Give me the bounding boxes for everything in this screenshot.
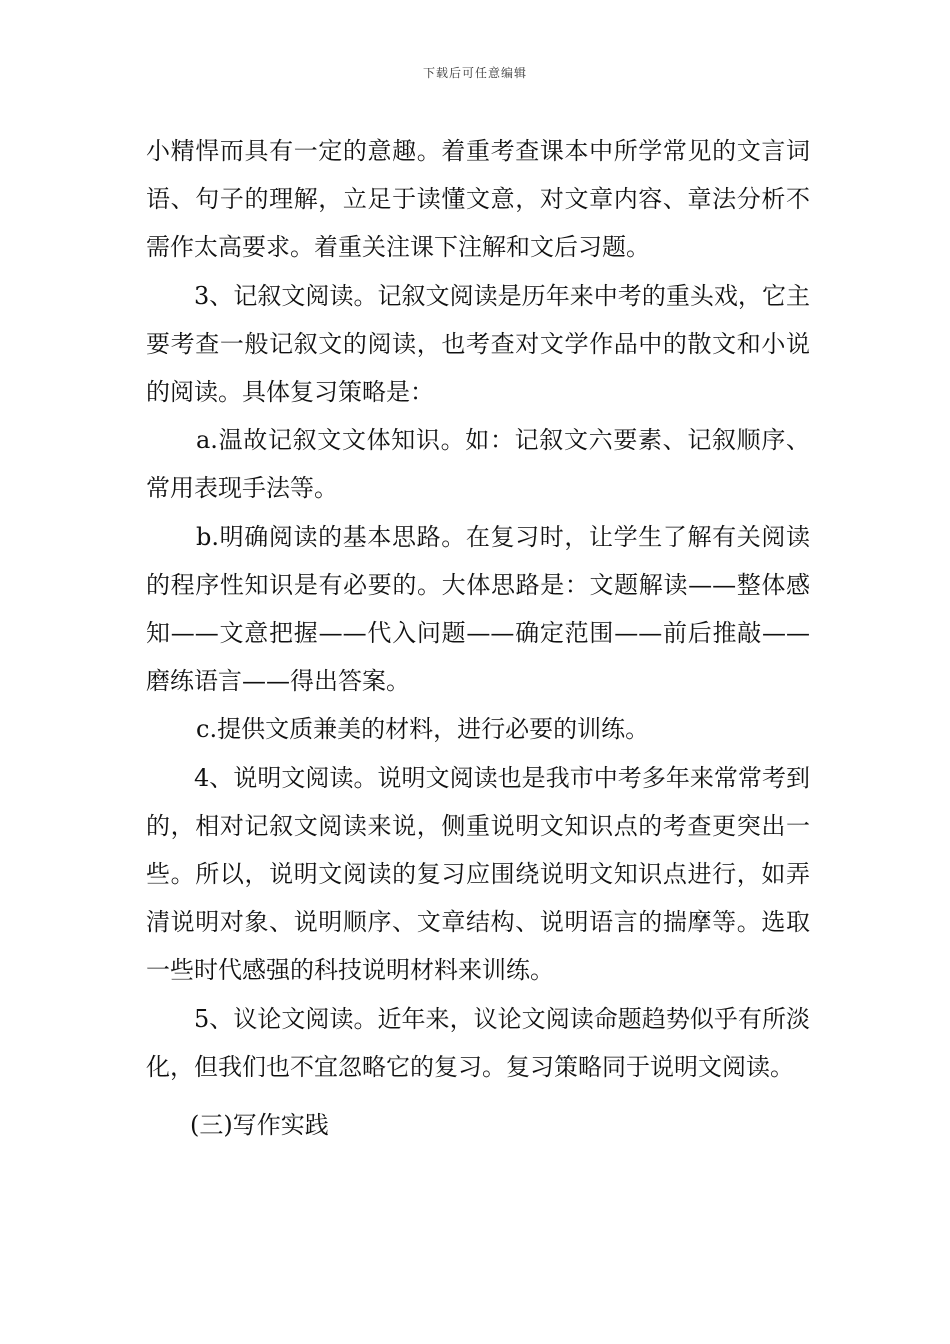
paragraph-narrative-point-c: c.提供文质兼美的材料，进行必要的训练。 bbox=[196, 715, 650, 744]
paragraph-expository-reading: 4、说明文阅读。说明文阅读也是我市中考多年来常常考到的，相对记叙文阅读来说，侧重说明文知识点的考查更突出一些。所以，说明文阅读的复习应围绕说明文知识点进行，如弄清说明对象、说明顺序、文章结构、说明语言的揣摩等。选取一些时代感强的科技说明材料来训练。 bbox=[146, 763, 810, 985]
page-header-note: 下载后可任意编辑 bbox=[422, 66, 527, 80]
paragraph-narrative-point-b: b.明确阅读的基本思路。在复习时，让学生了解有关阅读的程序性知识是有必要的。大体思路是：文题解读——整体感知——文意把握——代入问题——确定范围——前后推敲——磨练语言——得出答案。 bbox=[146, 522, 810, 696]
paragraph-argumentative-reading: 5、议论文阅读。近年来，议论文阅读命题趋势似乎有所淡化，但我们也不宜忽略它的复习。复习策略同于说明文阅读。 bbox=[146, 1004, 810, 1081]
paragraph-classical-chinese-end: 小精悍而具有一定的意趣。着重考查课本中所学常见的文言词语、句子的理解，立足于读懂文意，对文章内容、章法分析不需作太高要求。着重关注课下注解和文后习题。 bbox=[146, 137, 810, 262]
paragraph-narrative-point-a: a.温故记叙文文体知识。如：记叙文六要素、记叙顺序、常用表现手法等。 bbox=[146, 426, 810, 503]
paragraph-narrative-reading: 3、记叙文阅读。记叙文阅读是历年来中考的重头戏，它主要考查一般记叙文的阅读，也考查对文学作品中的散文和小说的阅读。具体复习策略是： bbox=[146, 281, 810, 407]
section-heading-writing-practice: (三)写作实践 bbox=[190, 1111, 329, 1140]
document-body bbox=[146, 127, 810, 1149]
